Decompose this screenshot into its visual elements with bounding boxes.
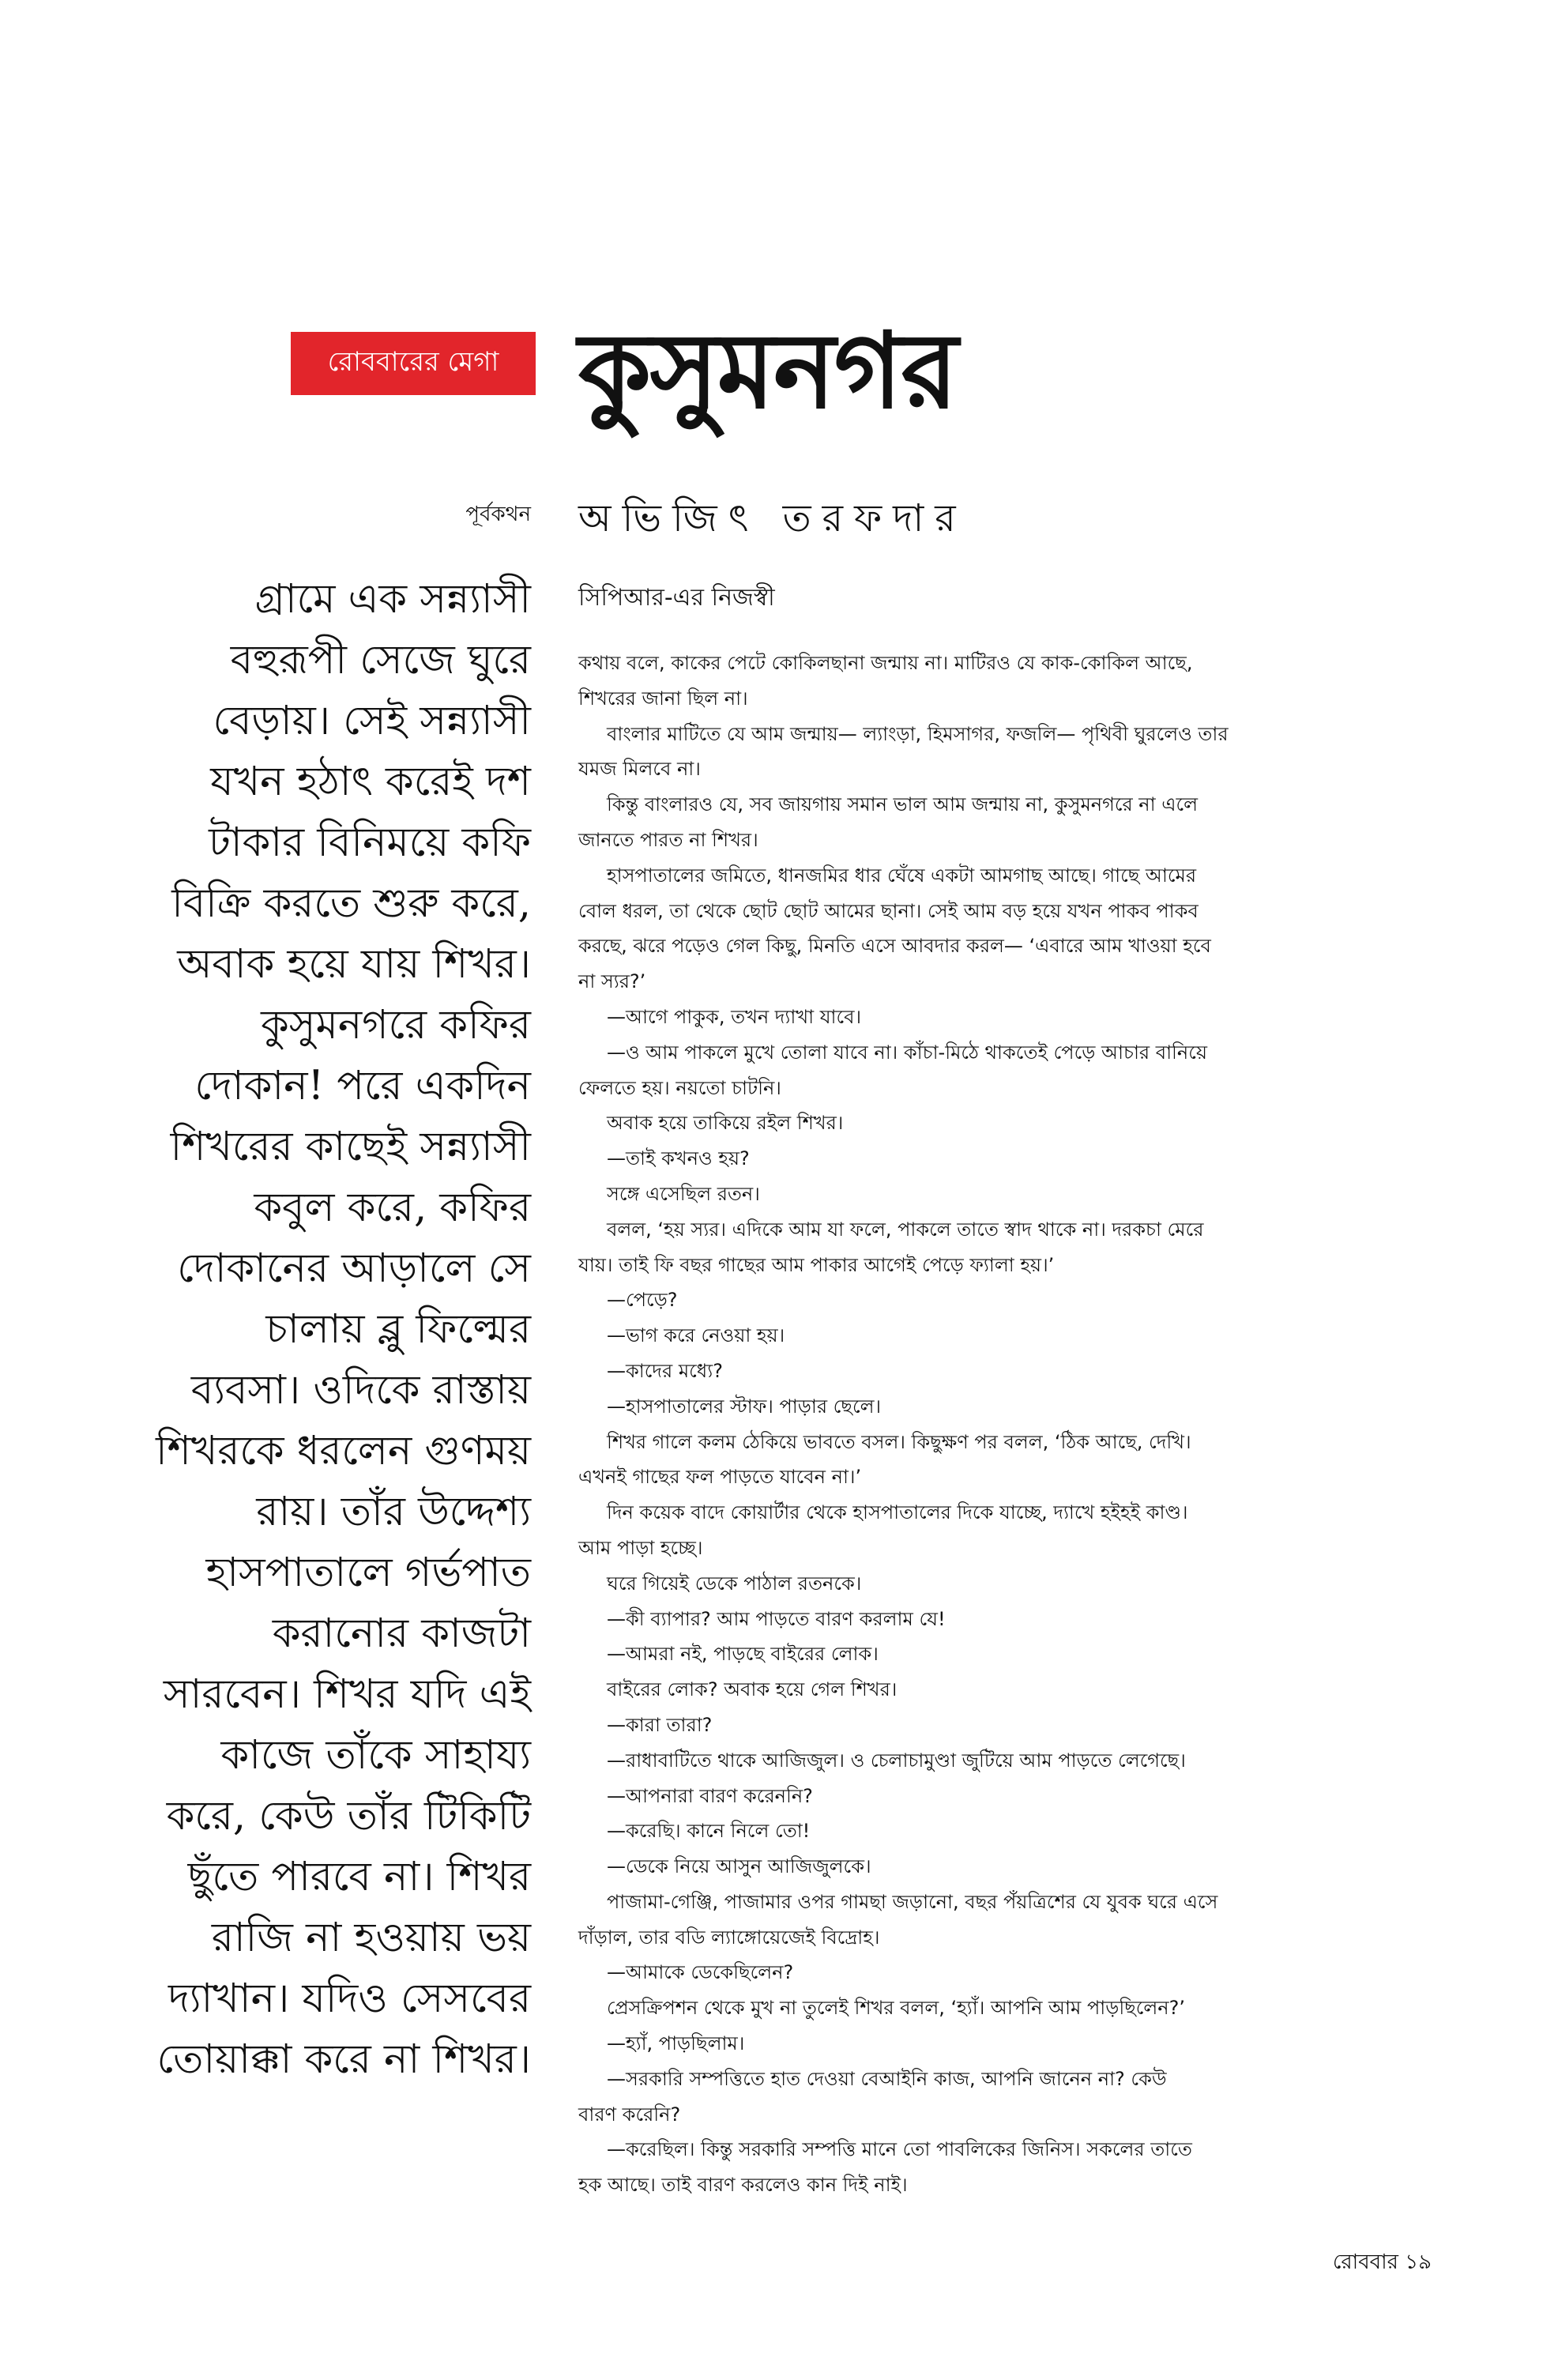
story-line: হাসপাতালের জমিতে, ধানজমির ধার ঘেঁষে একটা আমগাছ আছে। গাছে আমের	[607, 864, 1197, 887]
story-line: জানতে পারত না শিখর।	[578, 828, 758, 851]
story-line: —হাসপাতালের স্টাফ। পাড়ার ছেলে।	[607, 1395, 882, 1418]
recap-line: ছুঁতে পারবে না। শিখর	[187, 1854, 531, 1900]
story-line: —ও আম পাকলে মুখে তোলা যাবে না। কাঁচা-মিঠে থাকতেই পেড়ে আচার বানিয়ে	[607, 1041, 1208, 1064]
story-line: না স্যর?’	[578, 970, 646, 993]
recap-line: গ্রামে এক সন্ন্যাসী	[254, 576, 531, 623]
recap-line: দোকানের আড়ালে সে	[177, 1245, 531, 1292]
story-line: দাঁড়াল, তার বডি ল্যাঙ্গোয়েজেই বিদ্রোহ।	[578, 1926, 880, 1949]
recap-line: কাজে তাঁকে সাহায্য	[220, 1732, 531, 1779]
story-line: —আগে পাকুক, তখন দ্যাখা যাবে।	[607, 1005, 862, 1028]
recap-line: দোকান! পরে একদিন	[194, 1063, 531, 1109]
byline: সিপিআর-এর নিজস্বী	[578, 584, 775, 612]
story-line: যায়। তাই ফি বছর গাছের আম পাকার আগেই পেড়ে ফ্যালা হয়।’	[578, 1253, 1055, 1276]
story-line: করছে, ঝরে পড়েও গেল কিছু, মিনতি এসে আবদার করল— ‘এবারে আম খাওয়া হবে	[578, 935, 1211, 958]
recap-line: বহুরূপী সেজে ঘুরে	[230, 637, 531, 683]
recap-line: যখন হঠাৎ করেই দশ	[210, 759, 531, 805]
story-line: শিখরের জানা ছিল না।	[578, 687, 748, 710]
story-line: ঘরে গিয়েই ডেকে পাঠাল রতনকে।	[607, 1572, 862, 1595]
story-line: —কাদের মধ্যে?	[607, 1359, 723, 1382]
story-line: বোল ধরল, তা থেকে ছোট ছোট আমের ছানা। সেই আম বড় হয়ে যখন পাকব পাকব	[578, 899, 1199, 922]
recap-line: হাসপাতালে গর্ভপাত	[205, 1550, 531, 1596]
recap-column	[119, 569, 531, 2090]
story-line: ফেলতে হয়। নয়তো চাটনি।	[578, 1076, 781, 1099]
recap-line: সারবেন। শিখর যদি এই	[163, 1671, 531, 1718]
recap-line: করে, কেউ তাঁর টিকিটি	[166, 1793, 531, 1840]
story-line: বলল, ‘হয় স্যর। এদিকে আম যা ফলে, পাকলে তাতে স্বাদ থাকে না। দরকচা মেরে	[607, 1218, 1204, 1241]
section-tag: রোববারের মেগা	[291, 332, 536, 395]
recap-line: চালায় ব্লু ফিল্মের	[265, 1306, 531, 1353]
story-line: বাংলার মাটিতে যে আম জন্মায়— ল্যাংড়া, হিমসাগর, ফজলি— পৃথিবী ঘুরলেও তার	[607, 722, 1229, 745]
story-line: —পেড়ে?	[607, 1289, 678, 1312]
story-line: অবাক হয়ে তাকিয়ে রইল শিখর।	[607, 1112, 844, 1135]
story-line: —তাই কখনও হয়?	[607, 1147, 750, 1170]
previous-installment-label: পূর্বকথন	[465, 503, 531, 526]
story-line: পাজামা-গেঞ্জি, পাজামার ওপর গামছা জড়ানো, বছর পঁয়ত্রিশের যে যুবক ঘরে এসে	[607, 1890, 1218, 1913]
recap-line: তোয়াক্কা করে না শিখর।	[156, 2036, 531, 2083]
story-line: যমজ মিলবে না।	[578, 758, 701, 781]
story-line: দিন কয়েক বাদে কোয়ার্টার থেকে হাসপাতালের দিকে যাচ্ছে, দ্যাখে হইহই কাণ্ড।	[607, 1501, 1188, 1524]
recap-line: শিখরকে ধরলেন গুণময়	[156, 1428, 531, 1474]
recap-line: ব্যবসা। ওদিকে রাস্তায়	[190, 1367, 531, 1414]
story-line: —কারা তারা?	[607, 1713, 713, 1736]
recap-line: বিক্রি করতে শুরু করে,	[171, 880, 531, 927]
recap-line: শিখরের কাছেই সন্ন্যাসী	[170, 1124, 531, 1170]
recap-line: দ্যাখান। যদিও সেসবের	[167, 1975, 531, 2022]
author-name: অভিজিৎ তরফদার	[578, 496, 967, 540]
story-line: —আমাকে ডেকেছিলেন?	[607, 1961, 794, 1984]
recap-line: করানোর কাজটা	[272, 1610, 531, 1657]
story-line: কথায় বলে, কাকের পেটে কোকিলছানা জন্মায় না। মাটিরও যে কাক-কোকিল আছে,	[578, 652, 1193, 674]
recap-line: রায়। তাঁর উদ্দেশ্য	[256, 1489, 531, 1535]
recap-line: রাজি না হওয়ায় ভয়	[211, 1915, 531, 1961]
story-line: —করেছিল। কিন্তু সরকারি সম্পত্তি মানে তো পাবলিকের জিনিস। সকলের তাতে	[607, 2138, 1192, 2161]
recap-line: কুসুমনগরে কফির	[261, 1002, 531, 1049]
recap-line: বেড়ায়। সেই সন্ন্যাসী	[213, 698, 531, 744]
recap-line: অবাক হয়ে যায় শিখর।	[177, 941, 531, 988]
recap-line: কবুল করে, কফির	[254, 1184, 531, 1231]
story-line: —কী ব্যাপার? আম পাড়তে বারণ করলাম যে!	[607, 1607, 946, 1630]
story-line: প্রেসক্রিপশন থেকে মুখ না তুলেই শিখর বলল, ‘হ্যাঁ। আপনি আম পাড়ছিলেন?’	[607, 1997, 1185, 2020]
story-line: হক আছে। তাই বারণ করলেও কান দিই নাই।	[578, 2174, 908, 2197]
story-line: —ভাগ করে নেওয়া হয়।	[607, 1324, 785, 1347]
story-line: আম পাড়া হচ্ছে।	[578, 1536, 703, 1559]
story-line: কিন্তু বাংলারও যে, সব জায়গায় সমান ভাল আম জন্মায় না, কুসুমনগরে না এলে	[607, 793, 1199, 816]
story-line: —করেছি। কানে নিলে তো!	[607, 1820, 811, 1843]
story-line: বাইরের লোক? অবাক হয়ে গেল শিখর।	[607, 1678, 898, 1701]
story-line: —আপনারা বারণ করেননি?	[607, 1784, 813, 1807]
story-line: —সরকারি সম্পত্তিতে হাত দেওয়া বেআইনি কাজ, আপনি জানেন না? কেউ	[607, 2067, 1167, 2090]
story-line: —রাধাবাটিতে থাকে আজিজুল। ও চেলাচামুণ্ডা জুটিয়ে আম পাড়তে লেগেছে।	[607, 1749, 1186, 1772]
story-line: —ডেকে নিয়ে আসুন আজিজুলকে।	[607, 1855, 871, 1878]
story-line: সঙ্গে এসেছিল রতন।	[607, 1182, 760, 1205]
story-line: শিখর গালে কলম ঠেকিয়ে ভাবতে বসল। কিছুক্ষণ পর বলল, ‘ঠিক আছে, দেখি।	[607, 1430, 1191, 1453]
story-line: —আমরা নই, পাড়ছে বাইরের লোক।	[607, 1643, 879, 1666]
story-title: কুসুমনগর	[578, 311, 957, 432]
recap-line: টাকার বিনিময়ে কফি	[209, 819, 531, 866]
page-folio: রোববার ১৯	[1332, 2250, 1432, 2274]
story-column	[578, 646, 1447, 2203]
story-line: বারণ করেনি?	[578, 2103, 681, 2126]
story-line: এখনই গাছের ফল পাড়তে যাবেন না।’	[578, 1466, 862, 1489]
story-line: —হ্যাঁ, পাড়ছিলাম।	[607, 2032, 745, 2055]
